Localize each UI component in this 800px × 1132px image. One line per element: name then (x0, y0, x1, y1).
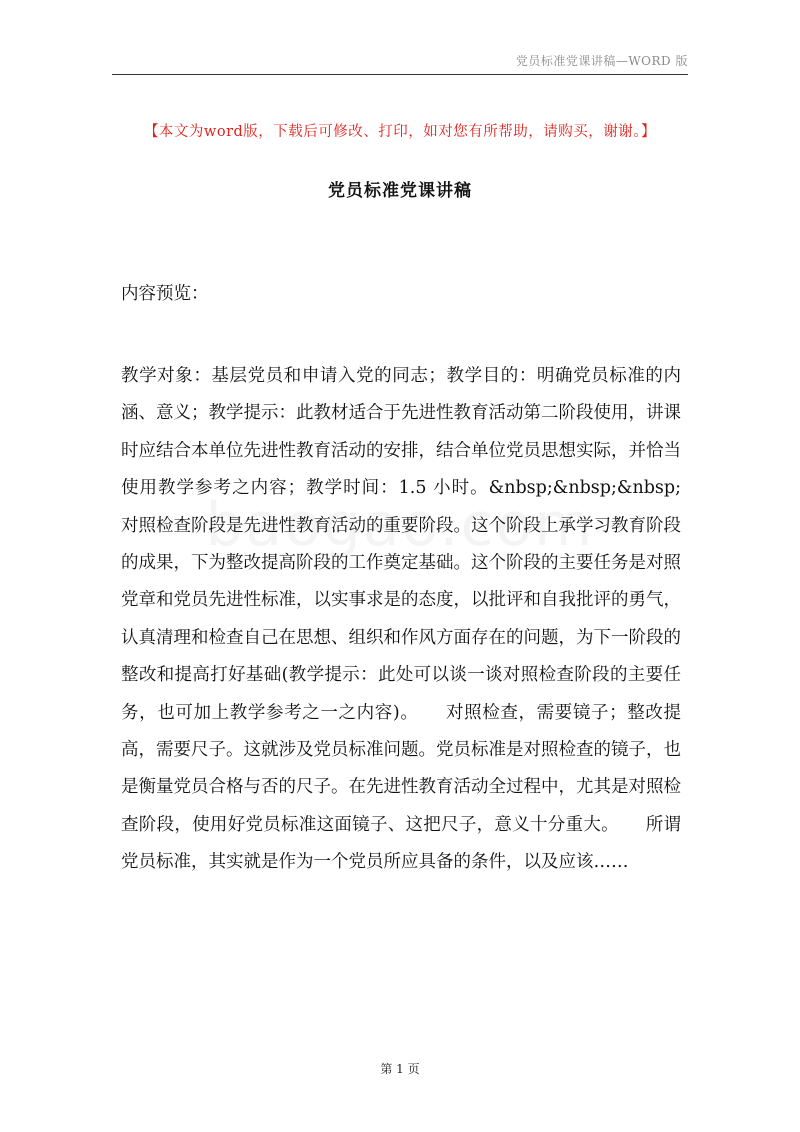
body-paragraph: 教学对象：基层党员和申请入党的同志；教学目的：明确党员标准的内涵、意义；教学提示：此教材适合于先进性教育活动第二阶段使用，讲课时应结合本单位先进性教育活动的安排，结合单位党员思想实际，并恰当使用教学参考之内容；教学时间：1.5 小时。&nbsp;&nbsp;&nbsp; 对照检查阶段是先进性教育活动的重要阶段。这个阶段上承学习教育阶段的成果，下为整改提高阶段的工作奠定基础。这个阶段的主要任务是对照党章和党员先进性标准，以实事求是的态度，以批评和自我批评的勇气，认真清理和检查自己在思想、组织和作风方面存在的问题，为下一阶段的整改和提高打好基础(教学提示：此处可以谈一谈对照检查阶段的主要任务，也可加上教学参考之一之内容)。 对照检查，需要镜子；整改提高，需要尺子。这就涉及党员标准问题。党员标准是对照检查的镜子，也是衡量党员合格与否的尺子。在先进性教育活动全过程中，尤其是对照检查阶段，使用好党员标准这面镜子、这把尺子，意义十分重大。 所谓党员标准，其实就是作为一个党员所应具备的条件，以及应该…… (121, 366, 681, 873)
header-divider (112, 74, 688, 75)
purchase-notice: 【本文为word版，下载后可修改、打印，如对您有所帮助，请购买，谢谢。】 (143, 124, 657, 140)
document-title: 党员标准党课讲稿 (328, 181, 472, 201)
running-header: 党员标准党课讲稿—WORD 版 (515, 54, 688, 68)
page-number: 第 1 页 (380, 1062, 420, 1076)
preview-label: 内容预览： (121, 284, 209, 304)
